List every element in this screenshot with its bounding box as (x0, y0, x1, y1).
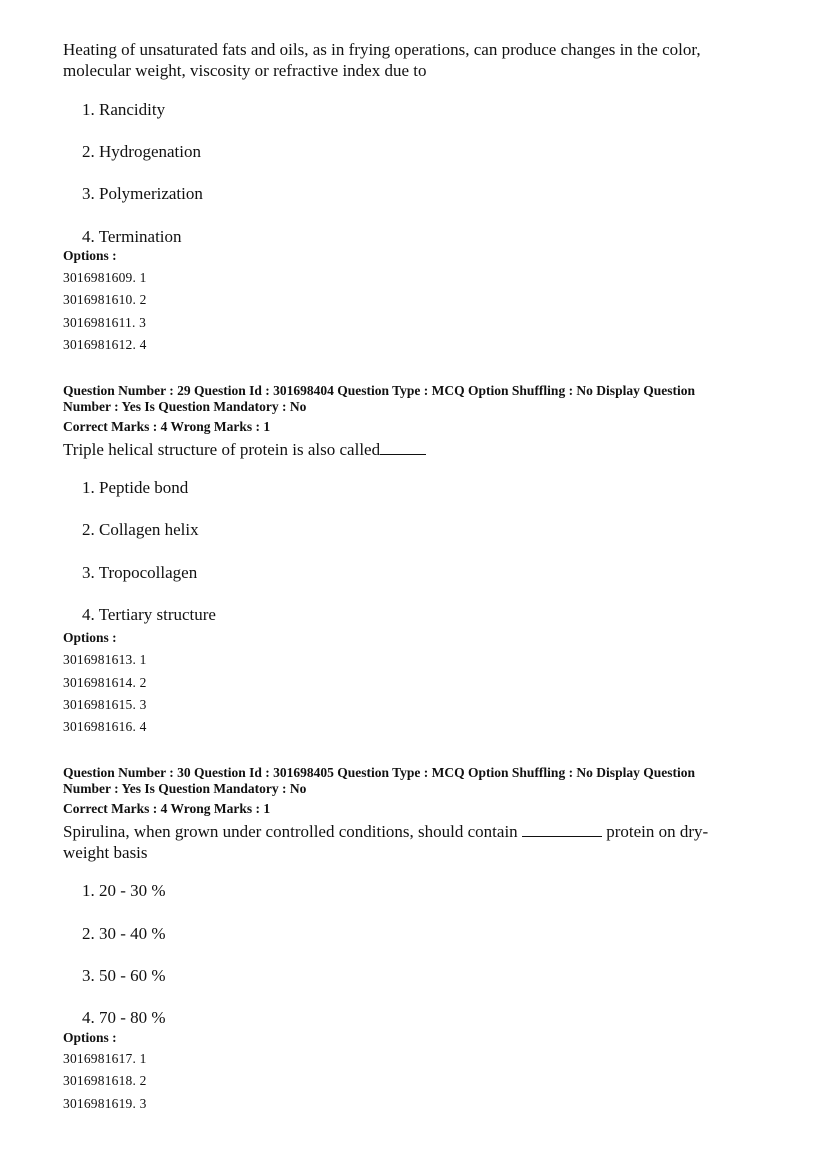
q29-options-label: Options : (63, 630, 117, 645)
q28-choice-1: 1. Rancidity (82, 100, 166, 119)
q30-option-code-3: 3016981619. 3 (63, 1096, 147, 1111)
q29-header-line1: Question Number : 29 Question Id : 301698404 Question Type : MCQ Option Shuffling : No Display Question (63, 383, 695, 398)
q28-options-label: Options : (63, 248, 117, 263)
q30-options-label: Options : (63, 1030, 117, 1045)
q28-text-line2: molecular weight, viscosity or refractive index due to (63, 61, 427, 80)
q30-header-line2: Number : Yes Is Question Mandatory : No (63, 781, 307, 796)
q30-option-code-1: 3016981617. 1 (63, 1051, 147, 1066)
q28-option-code-1: 3016981609. 1 (63, 270, 147, 285)
q30-option-code-2: 3016981618. 2 (63, 1073, 147, 1088)
q28-choice-2: 2. Hydrogenation (82, 142, 201, 161)
q28-choice-3: 3. Polymerization (82, 184, 203, 203)
q30-choice-1: 1. 20 - 30 % (82, 881, 166, 900)
q29-choice-4: 4. Tertiary structure (82, 605, 216, 624)
q30-marks: Correct Marks : 4 Wrong Marks : 1 (63, 801, 271, 816)
q30-choice-2: 2. 30 - 40 % (82, 924, 166, 943)
q30-question-text-line2: weight basis (63, 843, 148, 862)
q29-question-text (63, 439, 426, 460)
q30-choice-3: 3. 50 - 60 % (82, 966, 166, 985)
q28-option-code-2: 3016981610. 2 (63, 292, 147, 307)
q28-option-code-3: 3016981611. 3 (63, 315, 147, 330)
q30-question-text-part1: Spirulina, when grown under controlled conditions, should contain (63, 822, 518, 841)
q29-header-line2: Number : Yes Is Question Mandatory : No (63, 399, 307, 414)
q29-option-code-1: 3016981613. 1 (63, 652, 147, 667)
q29-choice-1: 1. Peptide bond (82, 478, 189, 497)
q29-marks: Correct Marks : 4 Wrong Marks : 1 (63, 419, 271, 434)
q28-text-line1: Heating of unsaturated fats and oils, as in frying operations, can produce changes in the color, (63, 40, 701, 59)
q29-blank (380, 440, 426, 455)
q30-header-line1: Question Number : 30 Question Id : 301698405 Question Type : MCQ Option Shuffling : No Display Question (63, 765, 695, 780)
q29-choice-3: 3. Tropocollagen (82, 563, 198, 582)
q28-option-code-4: 3016981612. 4 (63, 337, 147, 352)
q29-option-code-2: 3016981614. 2 (63, 675, 147, 690)
q28-choice-4: 4. Termination (82, 227, 182, 246)
q30-question-text-line1 (63, 821, 708, 842)
q29-question-text-content: Triple helical structure of protein is also called (63, 440, 381, 459)
q29-option-code-4: 3016981616. 4 (63, 719, 147, 734)
q30-blank (522, 822, 602, 837)
q29-option-code-3: 3016981615. 3 (63, 697, 147, 712)
q30-question-text-part2: protein on dry- (606, 822, 709, 841)
q30-choice-4: 4. 70 - 80 % (82, 1008, 166, 1027)
q29-choice-2: 2. Collagen helix (82, 520, 199, 539)
